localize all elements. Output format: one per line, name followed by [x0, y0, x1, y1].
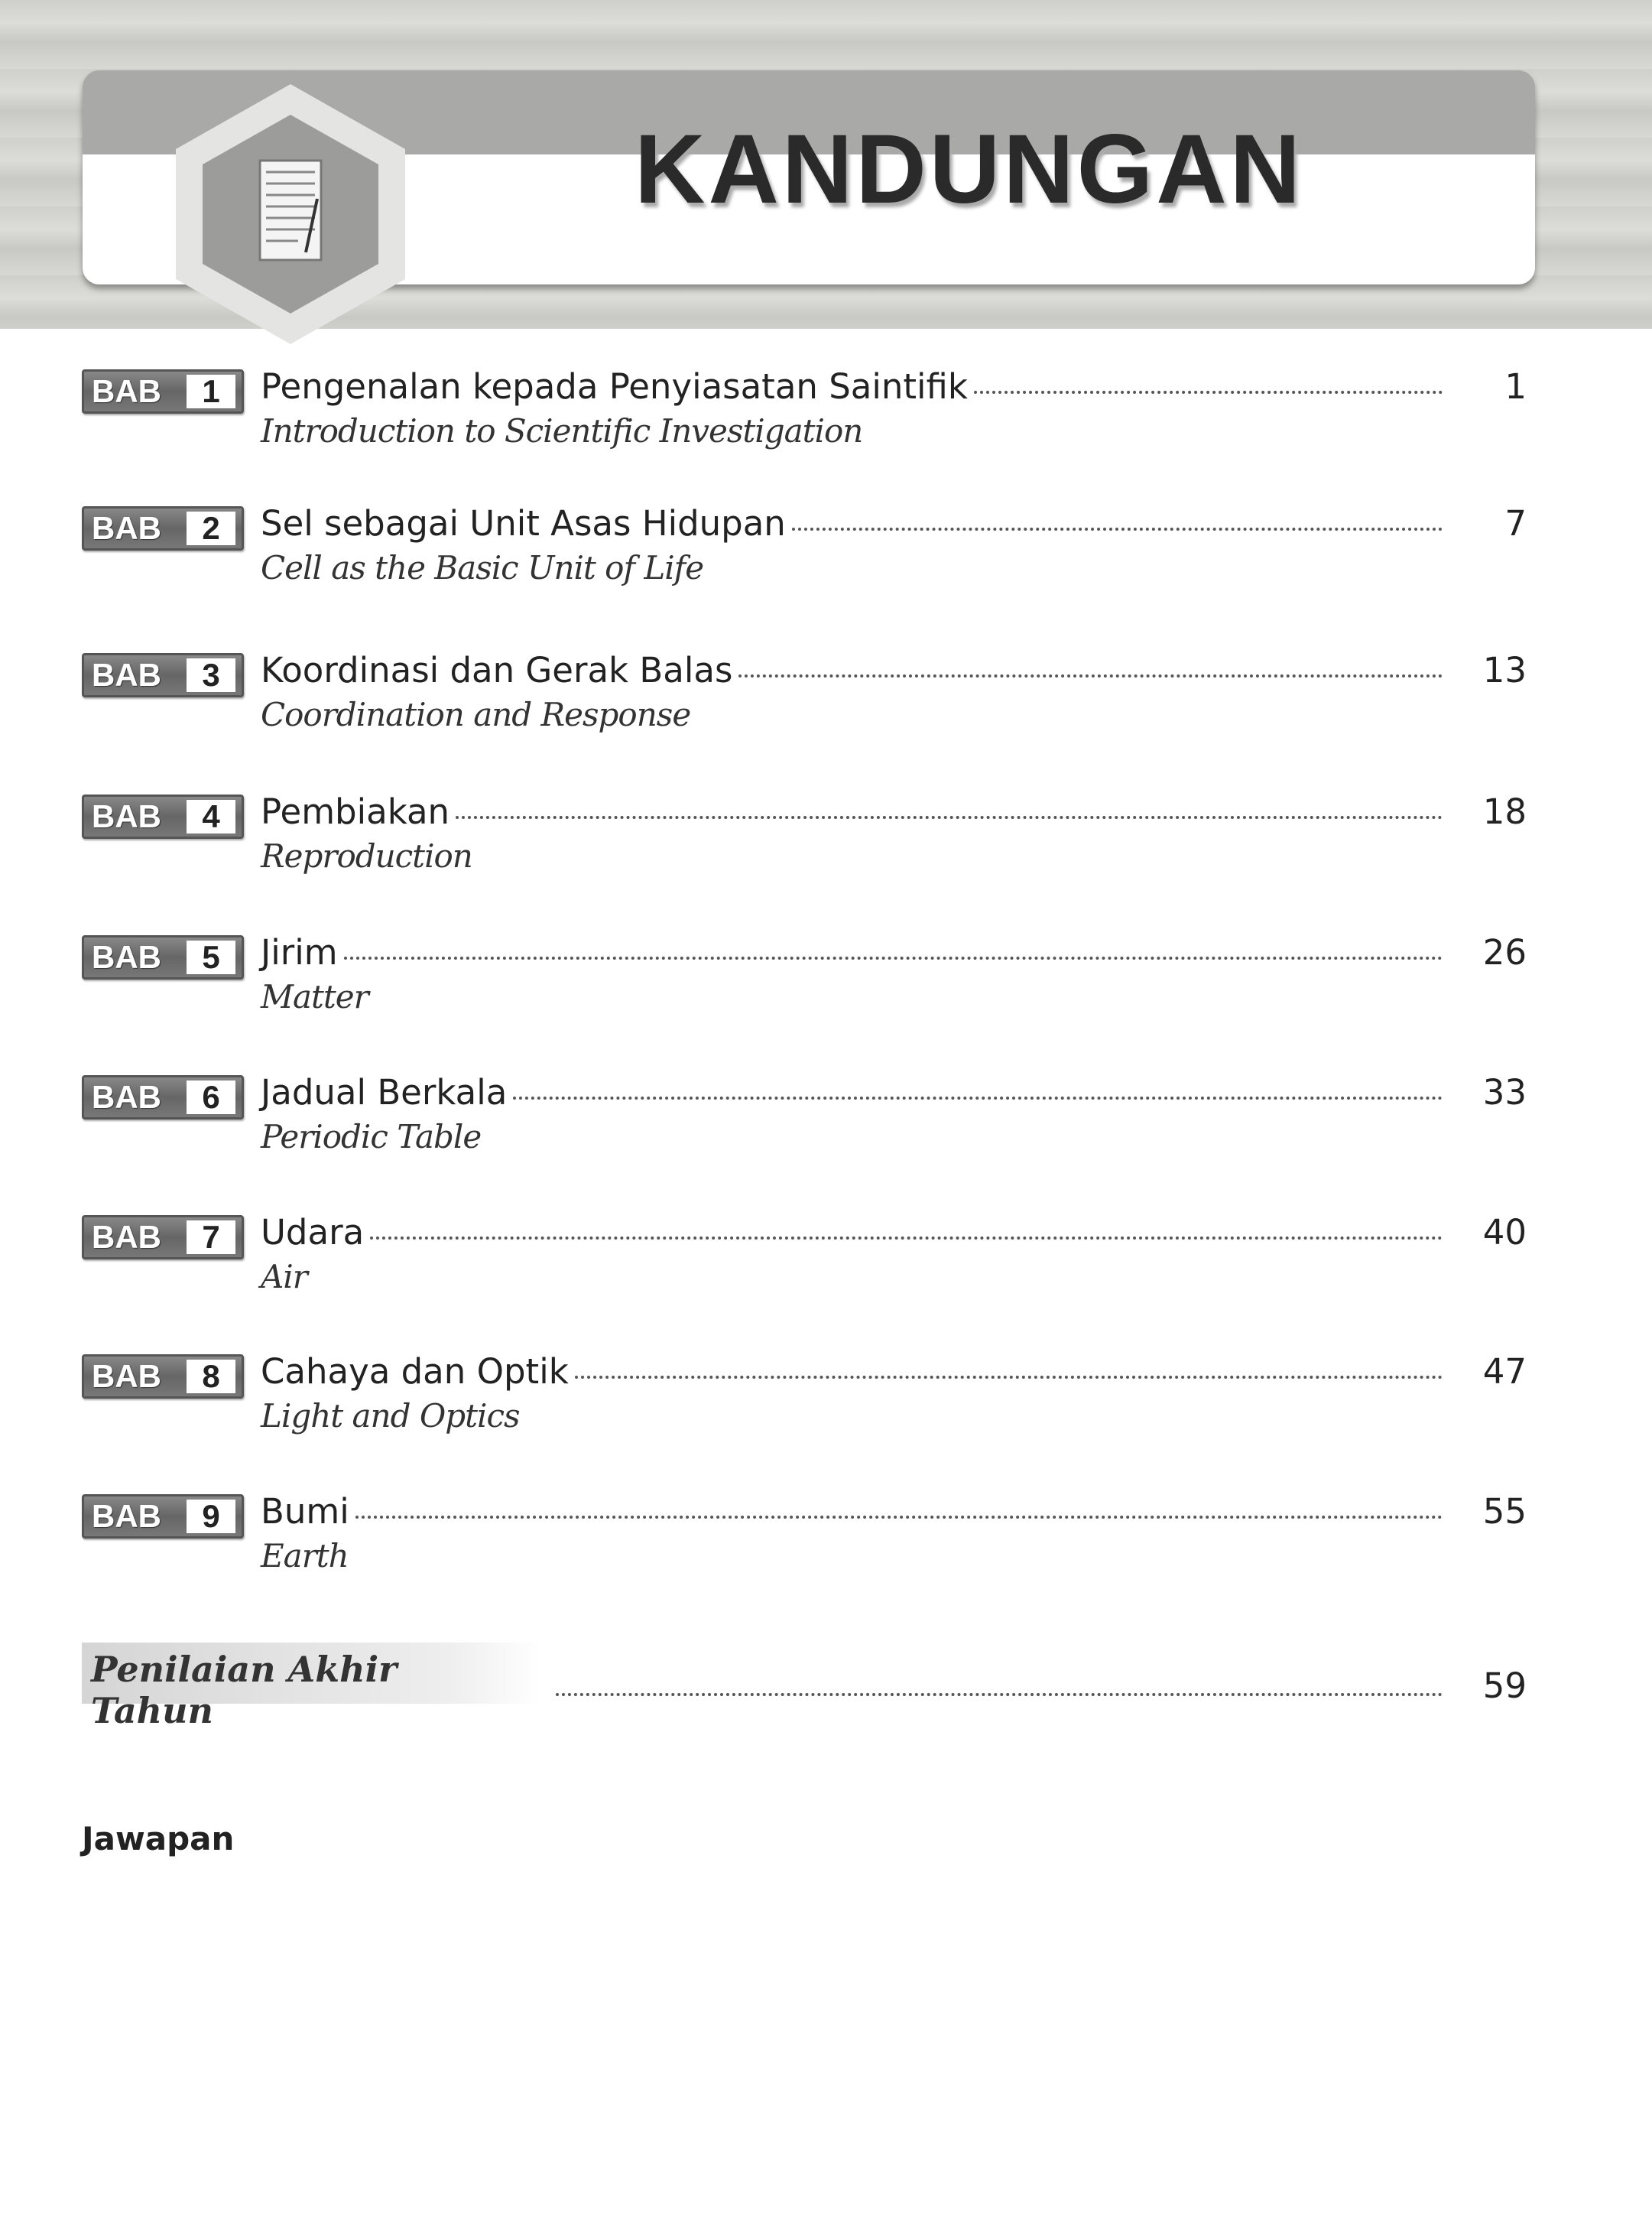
badge-label: BAB [92, 657, 161, 693]
toc-entry[interactable] [82, 1072, 1527, 1190]
chapter-title: Jirim [261, 932, 338, 973]
chapter-title: Udara [261, 1212, 365, 1253]
chapter-badge [82, 795, 244, 839]
chapter-subtitle: Coordination and Response [261, 696, 691, 733]
chapter-title: Cahaya dan Optik [261, 1351, 569, 1392]
chapter-subtitle: Periodic Table [261, 1118, 482, 1155]
chapter-number: 5 [187, 941, 235, 974]
badge-label: BAB [92, 939, 161, 975]
dot-leader [575, 1376, 1443, 1379]
page-number: 40 [1482, 1212, 1527, 1253]
chapter-number: 9 [187, 1500, 235, 1533]
toc-entry[interactable] [82, 1212, 1527, 1330]
badge-label: BAB [92, 510, 161, 546]
toc-entry[interactable] [82, 932, 1527, 1050]
dot-leader [370, 1236, 1443, 1240]
badge-label: BAB [92, 373, 161, 409]
page-number: 59 [1482, 1665, 1527, 1706]
toc-entry[interactable] [82, 650, 1527, 768]
chapter-badge [82, 506, 244, 551]
page-number: 7 [1504, 503, 1527, 544]
page-number: 18 [1482, 791, 1527, 832]
dot-leader [456, 816, 1443, 819]
chapter-badge [82, 1215, 244, 1259]
chapter-number: 2 [187, 512, 235, 545]
page-number: 55 [1482, 1491, 1527, 1532]
chapter-badge [82, 935, 244, 980]
dot-leader [513, 1097, 1443, 1100]
page-number: 26 [1482, 932, 1527, 973]
chapter-badge [82, 1494, 244, 1539]
chapter-badge [82, 653, 244, 697]
chapter-title: Pembiakan [261, 791, 450, 832]
chapter-subtitle: Reproduction [261, 837, 472, 875]
page-number: 1 [1504, 366, 1527, 407]
toc-entry-final-assessment[interactable] [82, 1643, 1527, 1731]
badge-label: BAB [92, 1079, 161, 1115]
page-number: 13 [1482, 650, 1527, 691]
dot-leader [556, 1693, 1443, 1696]
chapter-subtitle: Introduction to Scientific Investigation [261, 412, 863, 450]
chapter-title: Jadual Berkala [261, 1072, 508, 1113]
chapter-subtitle: Light and Optics [261, 1397, 520, 1435]
chapter-number: 8 [187, 1360, 235, 1393]
header [0, 0, 1652, 329]
dot-leader [355, 1516, 1443, 1519]
chapter-number: 7 [187, 1220, 235, 1254]
page-title: KANDUNGAN [635, 115, 1304, 224]
toc-entry[interactable] [82, 1351, 1527, 1469]
chapter-badge [82, 369, 244, 414]
chapter-number: 6 [187, 1081, 235, 1114]
badge-label: BAB [92, 1219, 161, 1255]
chapter-subtitle: Matter [261, 978, 368, 1016]
answers-label[interactable]: Jawapan [82, 1820, 235, 1857]
chapter-title: Koordinasi dan Gerak Balas [261, 650, 733, 691]
page-number: 47 [1482, 1351, 1527, 1392]
badge-label: BAB [92, 1358, 161, 1394]
final-assessment-title: Penilaian Akhir Tahun [82, 1643, 540, 1704]
badge-label: BAB [92, 798, 161, 834]
chapter-subtitle: Air [261, 1258, 307, 1295]
toc-entry[interactable] [82, 791, 1527, 909]
badge-label: BAB [92, 1498, 161, 1534]
toc-entry[interactable] [82, 366, 1527, 484]
chapter-number: 3 [187, 658, 235, 692]
chapter-number: 4 [187, 800, 235, 834]
dot-leader [792, 528, 1443, 531]
chapter-title: Bumi [261, 1491, 349, 1532]
dot-leader [344, 957, 1443, 960]
chapter-badge [82, 1354, 244, 1399]
toc-entry[interactable] [82, 1491, 1527, 1609]
chapter-subtitle: Earth [261, 1537, 349, 1574]
dot-leader [738, 674, 1443, 678]
document-icon [176, 84, 405, 344]
toc-entry[interactable] [82, 503, 1527, 621]
chapter-number: 1 [187, 375, 235, 408]
chapter-title: Sel sebagai Unit Asas Hidupan [261, 503, 786, 544]
chapter-subtitle: Cell as the Basic Unit of Life [261, 549, 704, 587]
page-number: 33 [1482, 1072, 1527, 1113]
dot-leader [974, 391, 1443, 394]
chapter-badge [82, 1075, 244, 1119]
chapter-title: Pengenalan kepada Penyiasatan Saintifik [261, 366, 968, 407]
